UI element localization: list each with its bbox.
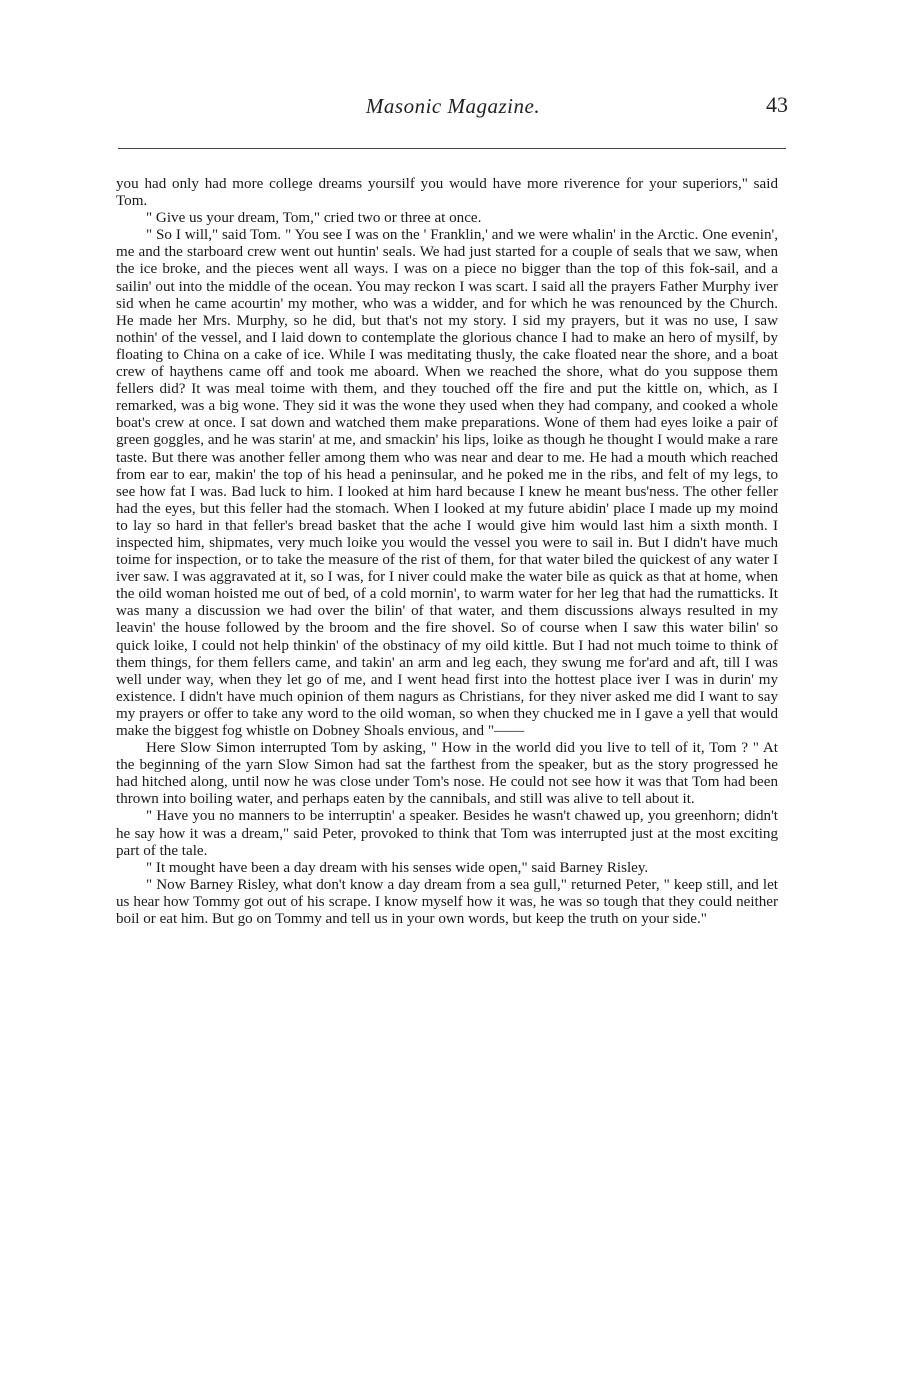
magazine-title: Masonic Magazine.: [365, 94, 541, 118]
body-text: [116, 176, 778, 928]
paragraph: " So I will," said Tom. " You see I was on the ' Franklin,' and we were whalin' in the Arctic. One evenin', me and the starboard crew went out huntin' seals. We had just started for a couple of seals that we saw, when the ice broke, and the pieces went all ways. I was on a piece no bigger than the top of this fok-sail, and a sailin' out into the middle of the ocean. You may reckon I was scart. I said all the prayers Father Murphy iver sid when he came acourtin' my mother, who was a widder, and for which he was renounced by the Church. He made her Mrs. Murphy, so he did, but that's not my story. I sid my prayers, but it was no use, I saw nothin' of the vessel, and I laid down to contemplate the glorious chance I had to make an hero of mysilf, by floating to China on a cake of ice. While I was meditating thusly, the cake floated near the shore, and a boat crew of haythens came off and took me aboard. When we reached the shore, what do you suppose them fellers did? It was meal toime with them, and they touched off the fire and put the kittle on, which, as I remarked, was a big wone. They sid it was the wone they used when they had company, and cooked a whole boat's crew at once. I sat down and watched them make preparations. Wone of them had eyes loike a pair of green goggles, and he was starin' at me, and smackin' his lips, loike as though he thought I would make a rare taste. But there was another feller among them who was near and dear to me. He had a mouth which reached from ear to ear, makin' the top of his head a peninsular, and he poked me in the ribs, and felt of my legs, to see how fat I was. Bad luck to him. I looked at him hard because I knew he meant bus'ness. The other feller had the eyes, but this feller had the stomach. When I looked at my future abidin' place I made up my moind to lay so hard in that feller's bread basket that the ache I would give him would last him a sixth month. I inspected him, shipmates, very much loike you would the vessel you were to sail in. But I didn't have much toime for inspection, or to take the measure of the rist of them, for that water biled the quickest of any water I iver saw. I was aggravated at it, so I was, for I niver could make the water bile as quick as that at home, when the oild woman hoisted me out of bed, of a cold mornin', to warm water for her leg that had the rumatticks. It was many a discussion we had over the bilin' of that water, and them discussions always resulted in my leavin' the house followed by the broom and the fire shovel. So of course when I saw this water bilin' so quick loike, I could not help thinkin' of the obstinacy of my oild kittle. But I had not much toime to think of them things, for them fellers came, and takin' an arm and leg each, they swung me for'ard and aft, till I was well under way, when they let go of me, and I went head first into the hottest place iver I was in durin' my existence. I didn't have much opinion of them nagurs as Christians, for they niver asked me did I want to say my prayers or offer to take any word to the oild woman, so when they chucked me in I gave a yell that would make the biggest fog whistle on Dobney Shoals envious, and "——: [116, 227, 778, 739]
running-head: [118, 88, 788, 128]
paragraph: " Now Barney Risley, what don't know a day dream from a sea gull," returned Peter, " keep still, and let us hear how Tommy got out of his scrape. I know myself how it was, he was so tough that they could neither boil or eat him. But go on Tommy and tell us in your own words, but keep the truth on your side.": [116, 876, 778, 928]
page-number: 43: [766, 92, 788, 117]
paragraph: " Have you no manners to be interruptin' a speaker. Besides he wasn't chawed up, you greenhorn; didn't he say how it was a dream," said Peter, provoked to think that Tom was interrupted just at the most exciting part of the tale.: [116, 808, 778, 859]
paragraph-continuation: you had only had more college dreams yoursilf you would have more riverence for your superiors," said Tom.: [116, 176, 778, 210]
paragraph: " Give us your dream, Tom," cried two or three at once.: [146, 210, 482, 227]
paragraph: " It mought have been a day dream with his senses wide open," said Barney Risley.: [146, 859, 649, 876]
header-rule: [118, 148, 786, 149]
paragraph: Here Slow Simon interrupted Tom by asking, " How in the world did you live to tell of it, Tom ? " At the beginning of the yarn Slow Simon had sat the farthest from the speaker, but as the story progressed he had hitched along, until now he was close under Tom's nose. He could not see how it was that Tom had been thrown into boiling water, and perhaps eaten by the cannibals, and still was alive to tell about it.: [116, 740, 778, 808]
